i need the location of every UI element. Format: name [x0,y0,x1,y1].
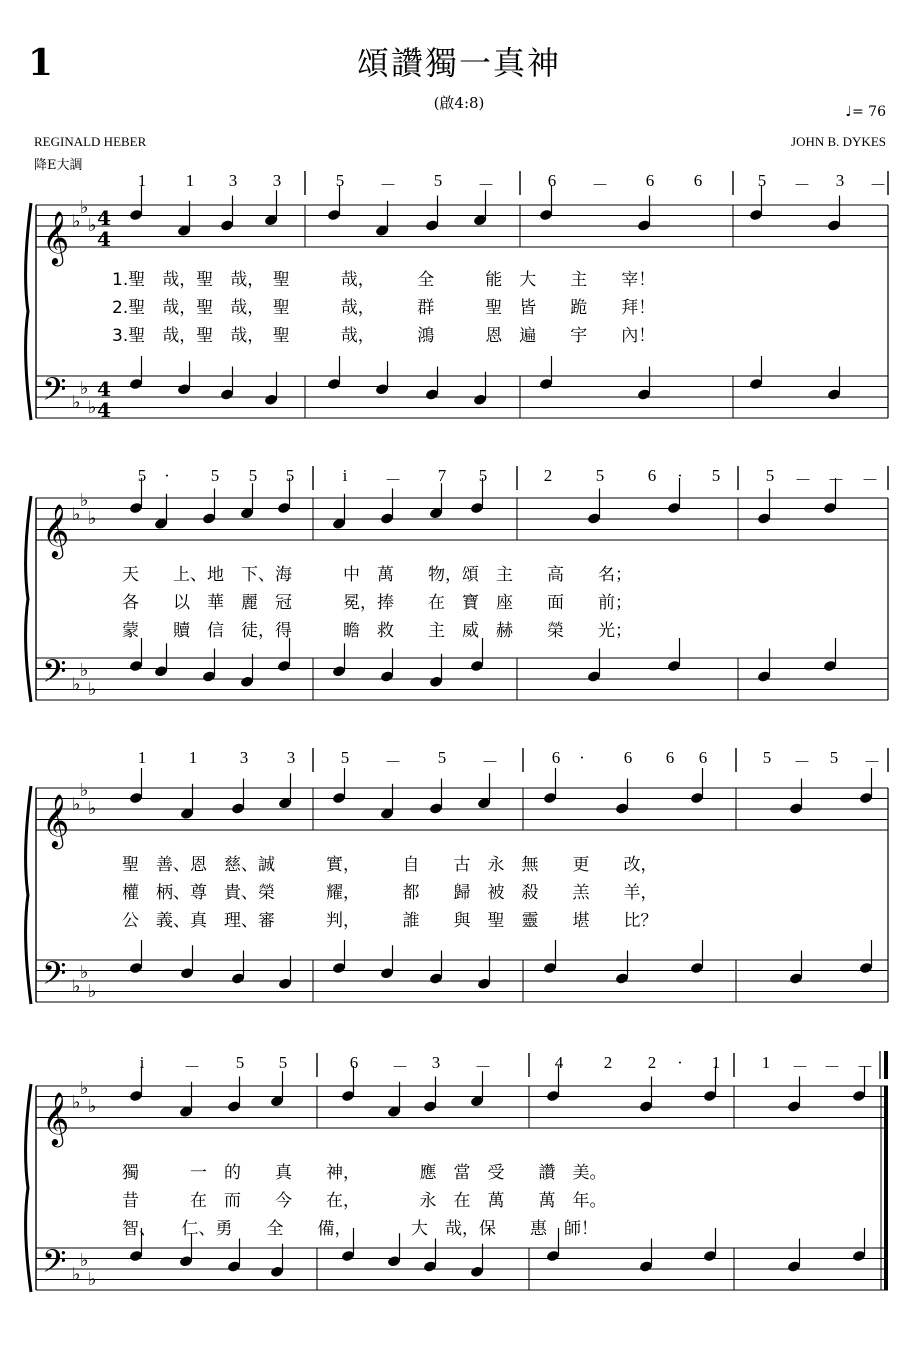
jianpu-note: · [164,466,170,485]
flat-icon: ♭ [72,504,81,525]
jianpu-note: 3 [835,171,845,190]
jianpu-note: 5 [711,466,721,485]
jianpu-note: 5 [478,466,488,485]
flat-icon: ♭ [88,397,97,418]
quarter-note-icon: ♩ [845,104,852,120]
flat-icon: ♭ [72,392,81,413]
bass-clef-icon: 𝄢 [42,653,67,697]
flat-icon: ♭ [88,1269,97,1290]
lyric-verse-1-line-1: 1.聖 哉，聖 哉， 聖 哉， 全 能 大 主 宰！ [112,270,656,290]
flat-icon: ♭ [80,197,89,218]
jianpu-note: 1 [711,1053,721,1072]
flat-icon: ♭ [72,1092,81,1113]
jianpu-note: 5 [235,1053,245,1072]
time-signature-numerator: 4 [97,206,111,230]
treble-clef-icon: 𝄞 [42,1091,70,1145]
jianpu-note: － [384,471,402,490]
flat-icon: ♭ [80,490,89,511]
tempo-value: = 76 [852,104,886,120]
jianpu-note: 1 [188,748,198,767]
jianpu-note: － [474,1058,492,1077]
flat-icon: ♭ [72,1264,81,1285]
time-signature-denominator: 4 [97,227,111,251]
brace-icon [26,203,31,420]
jianpu-note: 5 [335,171,345,190]
jianpu-note: 5 [210,466,220,485]
brace-icon [26,786,31,1004]
jianpu-note: 5 [137,466,147,485]
jianpu-note: 3 [272,171,282,190]
lyric-verse-1-line-3: 聖 善、恩 慈、誠 實， 自 古 永 無 更 改， [122,855,658,875]
flat-icon: ♭ [72,794,81,815]
jianpu-note: － [856,1058,874,1077]
jianpu-note: 5 [433,171,443,190]
jianpu-note: － [384,753,402,772]
lyric-verse-1-line-2: 天 上、地 下、海 中 萬 物，頌 主 高 名； [122,565,632,585]
bass-clef-icon: 𝄢 [42,955,67,999]
jianpu-note: 5 [595,466,605,485]
flat-icon: ♭ [80,378,89,399]
jianpu-note: － [861,471,879,490]
jianpu-note: · [677,466,683,485]
jianpu-note: 6 [665,748,675,767]
lyric-verse-3-line-1: 3.聖 哉，聖 哉， 聖 哉， 鴻 恩 遍 宇 內！ [112,326,656,346]
jianpu-note: 5 [829,748,839,767]
flat-icon: ♭ [80,1250,89,1271]
treble-clef-icon: 𝄞 [42,793,70,847]
treble-clef-icon: 𝄞 [42,210,70,264]
lyric-verse-2-line-3: 權 柄、尊 貴、榮 耀， 都 歸 被 殺 羔 羊， [122,883,658,903]
key-signature-label: 降E大調 [34,158,83,173]
jianpu-note: － [863,753,881,772]
flat-icon: ♭ [80,1078,89,1099]
jianpu-note: － [379,176,397,195]
flat-icon: ♭ [88,1096,97,1117]
jianpu-note: － [791,1058,809,1077]
jianpu-note: － [793,176,811,195]
treble-clef-icon: 𝄞 [42,503,70,557]
jianpu-note: i [342,466,348,485]
brace-icon [26,496,31,702]
lyric-verse-2-line-1: 2.聖 哉，聖 哉， 聖 哉， 群 聖 皆 跪 拜！ [112,298,656,318]
lyric-verse-1-line-4: 獨 一 的 真 神， 應 當 受 讚 美。 [122,1163,607,1183]
hymn-title: 頌讚獨一真神 [356,44,561,82]
jianpu-note: 5 [437,748,447,767]
jianpu-note: 1 [185,171,195,190]
lyric-verse-3-line-3: 公 義、真 理、審 判， 誰 與 聖 靈 堪 比？ [122,911,658,931]
jianpu-note: 6 [645,171,655,190]
jianpu-note: 6 [698,748,708,767]
flat-icon: ♭ [88,508,97,529]
jianpu-note: 5 [278,1053,288,1072]
lyric-verse-3-line-2: 蒙 贖 信 徒，得 瞻 救 主 威 赫 榮 光； [122,621,632,641]
jianpu-note: 2 [543,466,553,485]
flat-icon: ♭ [72,674,81,695]
lyric-verse-2-line-4: 昔 在 而 今 在， 永 在 萬 萬 年。 [122,1191,607,1211]
jianpu-note: 2 [603,1053,613,1072]
jianpu-note: － [823,1058,841,1077]
jianpu-note: 1 [761,1053,771,1072]
jianpu-note: 6 [547,171,557,190]
jianpu-note: － [183,1058,201,1077]
lyric-verse-3-line-4: 智、 仁、勇 全 備， 大 哉，保 惠 師！ [122,1219,598,1239]
jianpu-note: 6 [647,466,657,485]
jianpu-note: 3 [239,748,249,767]
jianpu-note: － [793,753,811,772]
flat-icon: ♭ [80,962,89,983]
bass-clef-icon: 𝄢 [42,371,67,415]
jianpu-note: 4 [554,1053,564,1072]
hymn-number: 1 [28,42,54,84]
jianpu-note: － [794,471,812,490]
jianpu-note: 2 [647,1053,657,1072]
jianpu-note: · [579,748,585,767]
flat-icon: ♭ [80,780,89,801]
jianpu-note: 5 [340,748,350,767]
flat-icon: ♭ [80,660,89,681]
jianpu-note: － [481,753,499,772]
flat-icon: ♭ [88,215,97,236]
jianpu-note: 6 [623,748,633,767]
jianpu-note: i [139,1053,145,1072]
composer: JOHN B. DYKES [791,134,886,149]
jianpu-note: 5 [248,466,258,485]
jianpu-note: － [591,176,609,195]
jianpu-note: · [677,1053,683,1072]
flat-icon: ♭ [88,981,97,1002]
jianpu-note: 5 [762,748,772,767]
lyric-verse-2-line-2: 各 以 華 麗 冠 冕，捧 在 寶 座 面 前； [122,593,632,613]
jianpu-note: － [827,471,845,490]
bass-clef-icon: 𝄢 [42,1243,67,1287]
flat-icon: ♭ [72,211,81,232]
jianpu-note: 6 [551,748,561,767]
jianpu-note: 5 [757,171,767,190]
flat-icon: ♭ [72,976,81,997]
brace-icon [26,1084,31,1292]
jianpu-note: 3 [286,748,296,767]
jianpu-note: 6 [349,1053,359,1072]
time-signature-numerator: 4 [97,377,111,401]
jianpu-note: － [869,176,887,195]
scripture-reference: (啟4:8) [433,94,485,112]
jianpu-note: － [391,1058,409,1077]
jianpu-note: 1 [137,171,147,190]
jianpu-note: 3 [228,171,238,190]
jianpu-note: 6 [693,171,703,190]
jianpu-note: 7 [437,466,447,485]
jianpu-note: 5 [285,466,295,485]
flat-icon: ♭ [88,798,97,819]
time-signature-denominator: 4 [97,398,111,422]
jianpu-note: 1 [137,748,147,767]
jianpu-note: － [477,176,495,195]
flat-icon: ♭ [88,679,97,700]
jianpu-note: 3 [431,1053,441,1072]
lyricist: REGINALD HEBER [34,134,147,149]
jianpu-note: 5 [765,466,775,485]
